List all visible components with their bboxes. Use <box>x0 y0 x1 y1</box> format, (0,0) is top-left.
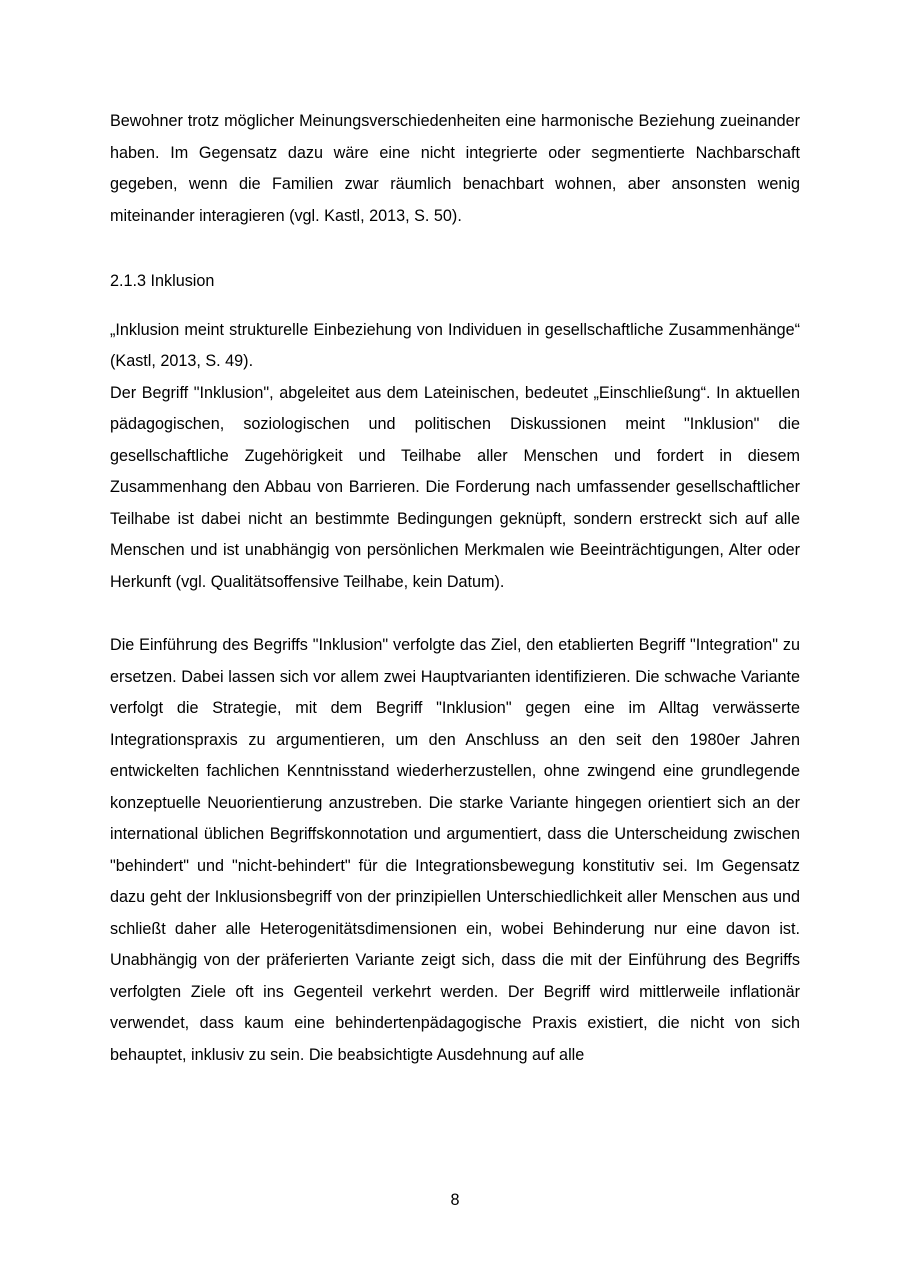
quote-paragraph: „Inklusion meint strukturelle Einbeziehung von Individuen in gesellschaftliche Zusammenhänge“ (Kastl, 2013, S. 49). <box>110 320 800 370</box>
page-number: 8 <box>450 1191 460 1209</box>
section-heading: 2.1.3 Inklusion <box>110 272 215 290</box>
paragraph-continued: Bewohner trotz möglicher Meinungsverschiedenheiten eine harmonische Beziehung zueinander haben. Im Gegensatz dazu wäre eine nicht integrierte oder segmentierte Nachbarschaft gegeben, wenn die Familien zwar räumlich benachbart wohnen, aber ansonsten wenig miteinander interagieren (vgl. Kastl, 2013, S. 50). <box>110 112 800 225</box>
paragraph-inclusion-variants: Die Einführung des Begriffs "Inklusion" verfolgte das Ziel, den etablierten Begriff "Integration" zu ersetzen. Dabei lassen sich vor allem zwei Hauptvarianten identifizieren. Die schwache Variante verfolgt die Strategie, mit dem Begriff "Inklusion" gegen eine im Alltag verwässerte Integrationspraxis zu argumentieren, um den Anschluss an den seit den 1980er Jahren entwickelten fachlichen Kenntnisstand wiederherzustellen, ohne zwingend eine grundlegende konzeptuelle Neuorientierung anzustreben. Die starke Variante hingegen orientiert sich an der international üblichen Begriffskonnotation und argumentiert, dass die Unterscheidung zwischen "behindert" und "nicht-behindert" für die Integrationsbewegung konstitutiv sei. Im Gegensatz dazu geht der Inklusionsbegriff von der prinzipiellen Unterschiedlichkeit aller Menschen aus und schließt daher alle Heterogenitätsdimensionen ein, wobei Behinderung nur eine davon ist. Unabhängig von der präferierten Variante zeigt sich, dass die mit der Einführung des Begriffs verfolgten Ziele oft ins Gegenteil verkehrt werden. Der Begriff wird mittlerweile inflationär verwendet, dass kaum eine behindertenpädagogische Praxis existiert, die nicht von sich behauptet, inklusiv zu sein. Die beabsichtigte Ausdehnung auf alle <box>110 636 800 1064</box>
page-body <box>110 106 800 1071</box>
paragraph-definition: Der Begriff "Inklusion", abgeleitet aus dem Lateinischen, bedeutet „Einschließung“. In aktuellen pädagogischen, soziologischen und politischen Diskussionen meint "Inklusion" die gesellschaftliche Zugehörigkeit und Teilhabe aller Menschen und fordert in diesem Zusammenhang den Abbau von Barrieren. Die Forderung nach umfassender gesellschaftlicher Teilhabe ist dabei nicht an bestimmte Bedingungen geknüpft, sondern erstreckt sich auf alle Menschen und ist unabhängig von persönlichen Merkmalen wie Beeinträchtigungen, Alter oder Herkunft (vgl. Qualitätsoffensive Teilhabe, kein Datum). <box>110 383 800 591</box>
